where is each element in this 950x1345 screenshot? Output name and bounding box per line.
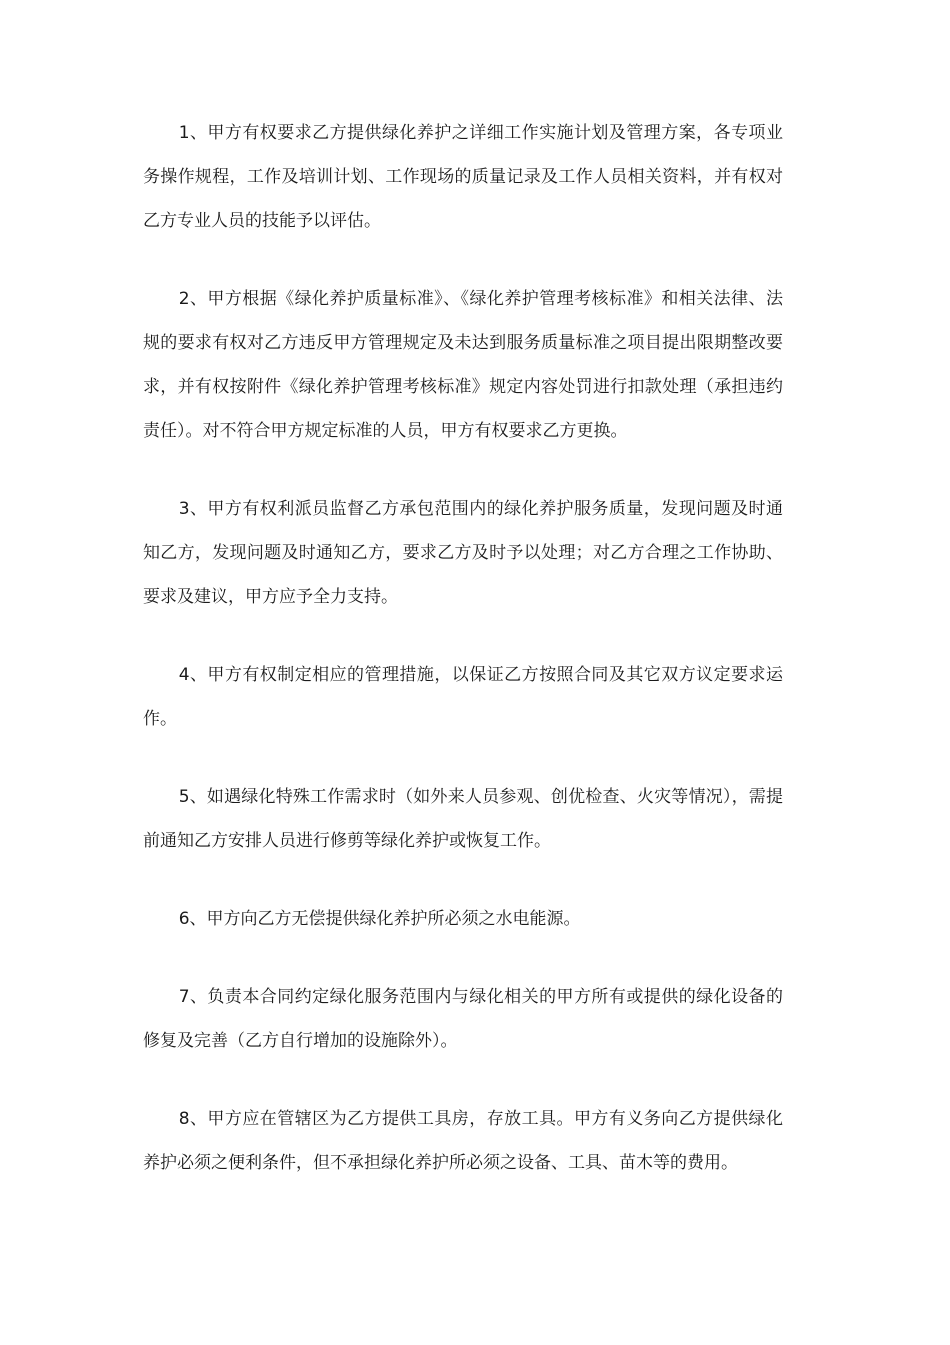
- paragraph-3-text: 3、甲方有权利派员监督乙方承包范围内的绿化养护服务质量，发现问题及时通知乙方，发现问题及时通知乙方，要求乙方及时予以处理；对乙方合理之工作协助、要求及建议，甲方应予全力支持。: [143, 499, 783, 607]
- paragraph-8-text: 8、甲方应在管辖区为乙方提供工具房，存放工具。甲方有义务向乙方提供绿化养护必须之便利条件，但不承担绿化养护所必须之设备、工具、苗木等的费用。: [143, 1109, 783, 1173]
- paragraph-2-text: 2、甲方根据《绿化养护质量标准》、《绿化养护管理考核标准》和相关法律、法规的要求有权对乙方违反甲方管理规定及未达到服务质量标准之项目提出限期整改要求，并有权按附件《绿化养护管理考核标准》规定内容处罚进行扣款处理（承担违约责任）。对不符合甲方规定标准的人员，甲方有权要求乙方更换。: [143, 289, 783, 441]
- paragraph-5-text: 5、如遇绿化特殊工作需求时（如外来人员参观、创优检查、火灾等情况），需提前通知乙方安排人员进行修剪等绿化养护或恢复工作。: [143, 787, 783, 851]
- paragraph-7-text: 7、负责本合同约定绿化服务范围内与绿化相关的甲方所有或提供的绿化设备的修复及完善（乙方自行增加的设施除外）。: [143, 987, 783, 1051]
- paragraph-6-text: 6、甲方向乙方无偿提供绿化养护所必须之水电能源。: [178, 909, 581, 929]
- paragraph-7: [143, 975, 783, 1063]
- paragraph-4: [143, 653, 783, 741]
- paragraph-1: [143, 111, 783, 243]
- paragraph-1-text: 1、甲方有权要求乙方提供绿化养护之详细工作实施计划及管理方案，各专项业务操作规程，工作及培训计划、工作现场的质量记录及工作人员相关资料，并有权对乙方专业人员的技能予以评估。: [143, 123, 783, 231]
- paragraph-4-text: 4、甲方有权制定相应的管理措施，以保证乙方按照合同及其它双方议定要求运作。: [143, 665, 783, 729]
- paragraph-5: [143, 775, 783, 863]
- paragraph-3: [143, 487, 783, 619]
- paragraph-6: [143, 897, 783, 941]
- document-body: [143, 111, 783, 1219]
- paragraph-2: [143, 277, 783, 453]
- paragraph-8: [143, 1097, 783, 1185]
